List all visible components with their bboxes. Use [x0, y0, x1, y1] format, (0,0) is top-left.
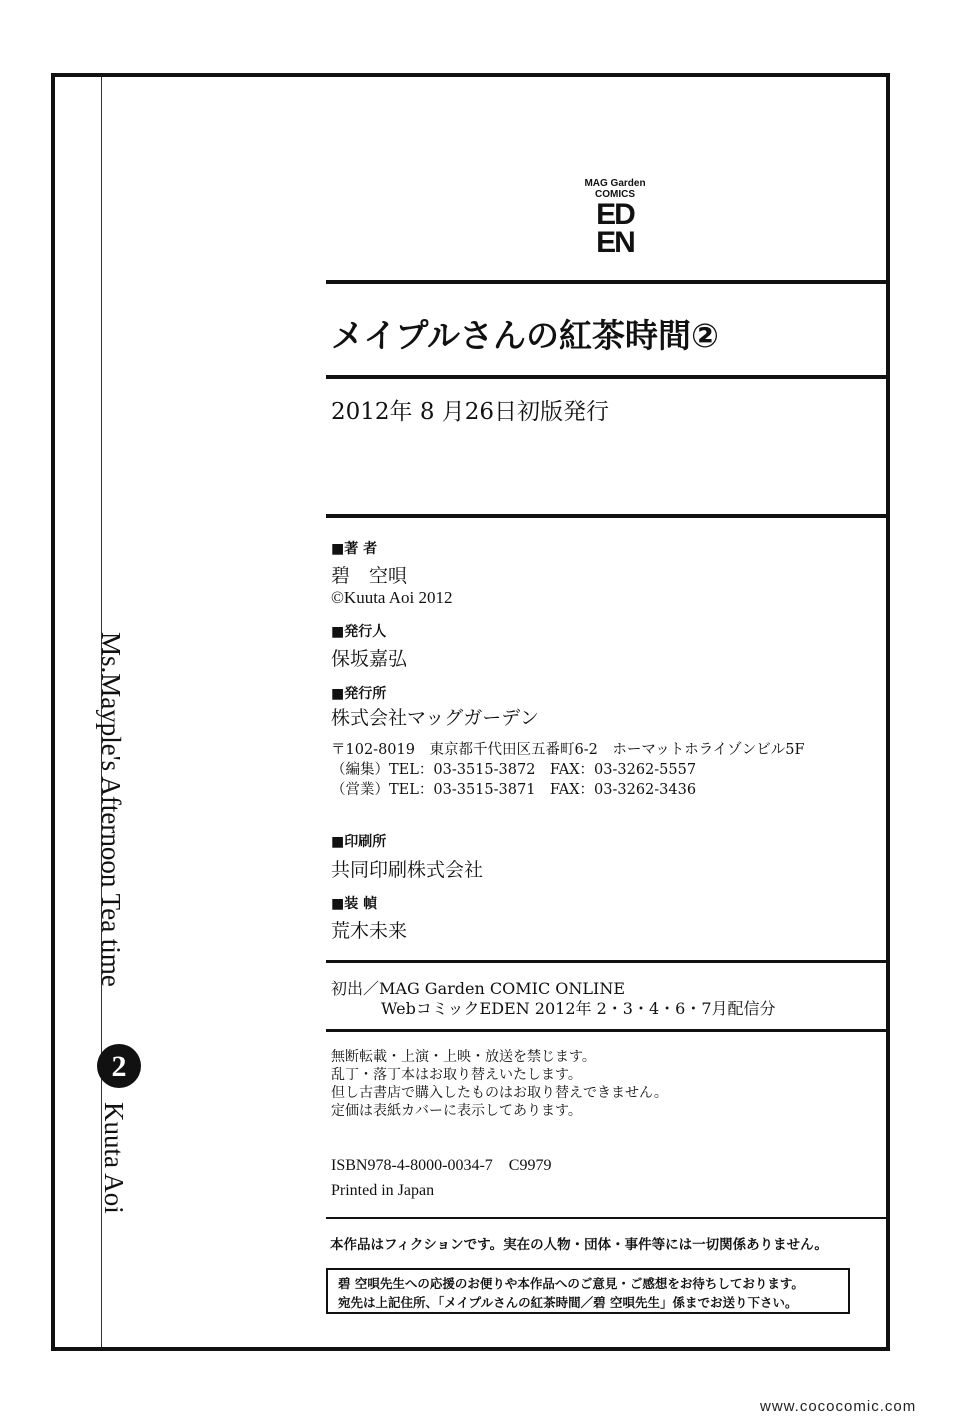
- rule-top: [326, 280, 889, 284]
- fan-mail-line1: 碧 空唄先生への応援のお便りや本作品へのご意見・ご感想をお待ちしております。: [338, 1276, 804, 1291]
- rule-first-pub: [326, 960, 889, 963]
- design-label: ■装 幀: [331, 896, 378, 912]
- spine-author: Kuuta Aoi: [99, 1102, 129, 1214]
- rule-title-bottom: [326, 375, 889, 379]
- rule-fiction: [326, 1217, 889, 1219]
- printer-name: 共同印刷株式会社: [331, 859, 484, 881]
- publisher-address: 〒102-8019 東京都千代田区五番町6-2 ホーマットホライゾンビル5F: [331, 742, 805, 758]
- publisher-name: 株式会社マッグガーデン: [331, 707, 539, 729]
- printed-in: Printed in Japan: [331, 1182, 435, 1199]
- spine-volume-mark: [93, 1040, 145, 1092]
- first-publication-line2: WebコミックEDEN 2012年 2・3・4・6・7月配信分: [381, 999, 776, 1018]
- rule-notices: [326, 1029, 889, 1032]
- eden-logo: [580, 178, 650, 259]
- logo-line1: MAG Garden: [584, 178, 646, 189]
- book-title: メイプルさんの紅茶時間②: [331, 316, 719, 355]
- spine-volume-number: 2: [111, 1050, 127, 1083]
- notice-item: 乱丁・落丁本はお取り替えいたします。: [331, 1067, 582, 1083]
- notice-item: 定価は表紙カバーに表示してあります。: [331, 1103, 582, 1119]
- watermark: www.cococomic.com: [760, 1398, 917, 1415]
- printer-label: ■印刷所: [331, 834, 387, 850]
- sales-phone: （営業）TEL：03-3515-3871 FAX：03-3262-3436: [331, 782, 697, 798]
- logo-mark-top: ED: [596, 198, 634, 231]
- rule-credits-top: [326, 514, 889, 518]
- designer-name: 荒木未来: [331, 920, 408, 942]
- spine-title: Ms.Mayple's Afternoon Tea time: [96, 632, 126, 987]
- fan-mail-box: [326, 1268, 850, 1314]
- publisher-person: 保坂嘉弘: [331, 648, 408, 670]
- publication-date: 2012年 8 月26日初版発行: [331, 399, 610, 425]
- fiction-notice: 本作品はフィクションです。実在の人物・団体・事件等には一切関係ありません。: [330, 1237, 828, 1253]
- logo-mark-bottom: EN: [596, 226, 634, 259]
- publisher-person-label: ■発行人: [331, 624, 387, 640]
- copyright: ©Kuuta Aoi 2012: [331, 588, 453, 607]
- edit-phone: （編集）TEL：03-3515-3872 FAX：03-3262-5557: [331, 762, 697, 778]
- isbn: ISBN978-4-8000-0034-7 C9979: [331, 1157, 552, 1174]
- first-publication-line1: 初出／MAG Garden COMIC ONLINE: [331, 979, 626, 998]
- fan-mail-line2: 宛先は上記住所、「メイプルさんの紅茶時間／碧 空唄先生」係までお送り下さい。: [338, 1295, 798, 1310]
- logo-line2: COMICS: [595, 189, 635, 200]
- notice-item: 但し古書店で購入したものはお取り替えできません。: [331, 1085, 668, 1101]
- publisher-label: ■発行所: [331, 686, 387, 702]
- author-name: 碧 空唄: [331, 565, 408, 587]
- notice-item: 無断転載・上演・上映・放送を禁じます。: [331, 1049, 596, 1065]
- author-label: ■著 者: [331, 541, 378, 557]
